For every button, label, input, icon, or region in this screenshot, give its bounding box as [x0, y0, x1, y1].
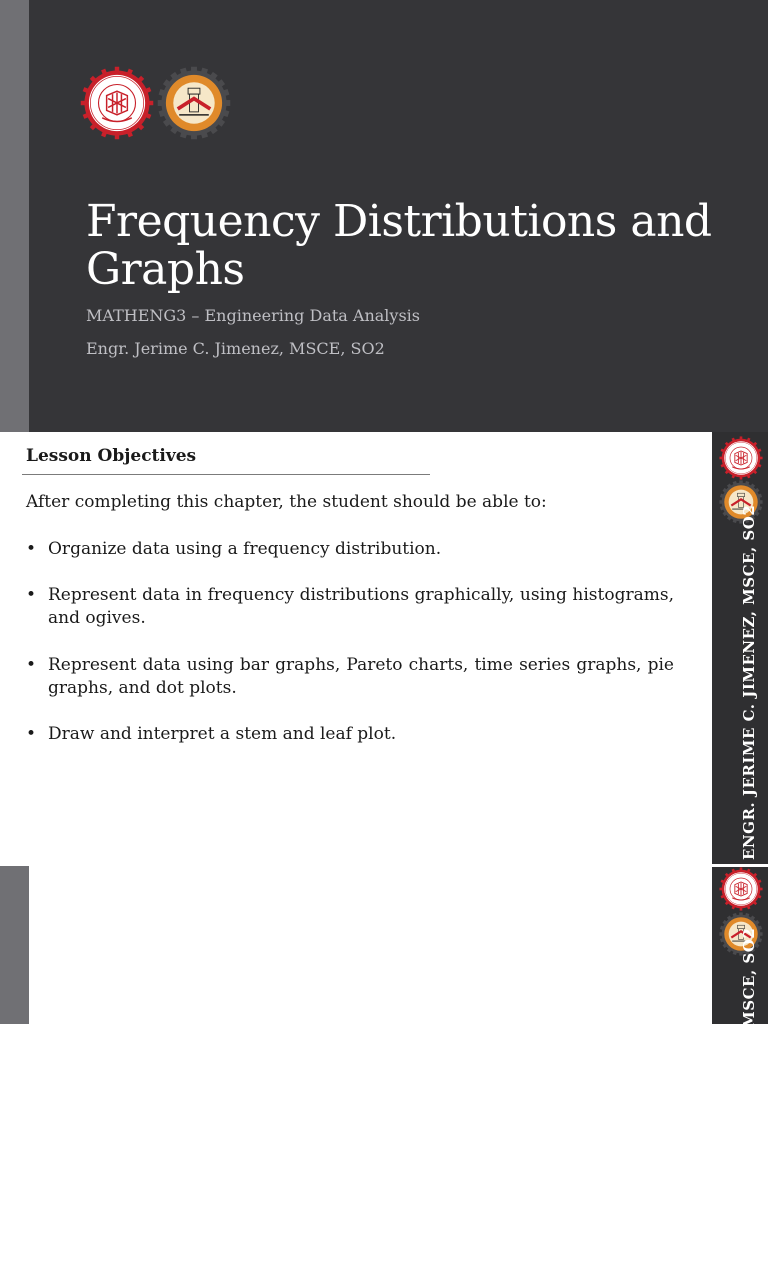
list-item	[26, 723, 674, 746]
list-item	[26, 538, 674, 561]
objectives-list	[26, 538, 674, 746]
accent-bar	[0, 866, 29, 1024]
slide-title: Frequency Distributions and Graphs	[86, 196, 712, 295]
side-author-label: ENGR. JERIME C. JIMENEZ, MSCE, SO2	[740, 504, 758, 860]
list-item-text: Draw and interpret a stem and leaf plot.	[48, 724, 397, 744]
bullet-icon: •	[26, 724, 37, 744]
author-line: Engr. Jerime C. Jimenez, MSCE, SO2	[86, 339, 385, 358]
engineering-college-seal-icon	[157, 66, 231, 140]
title-slide	[0, 0, 768, 432]
list-item-text: Organize data using a frequency distribution.	[48, 539, 442, 559]
objectives-slide	[0, 432, 768, 1283]
bullet-icon: •	[26, 655, 37, 675]
list-item-text: Represent data in frequency distributions graphically, using histograms, and ogives.	[48, 585, 674, 628]
bullet-icon: •	[26, 539, 37, 559]
course-subtitle: MATHENG3 – Engineering Data Analysis	[86, 306, 420, 325]
list-item-text: Represent data using bar graphs, Pareto charts, time series graphs, pie graphs, and dot plots.	[48, 655, 674, 698]
side-author-label: ENGR. JERIME C. JIMENEZ, MSCE, SO2	[740, 927, 758, 1283]
intro-text: After completing this chapter, the student should be able to:	[26, 492, 547, 512]
university-seal-icon	[719, 867, 763, 911]
list-item	[26, 654, 674, 700]
logo-group	[80, 66, 232, 142]
university-seal-icon	[719, 436, 763, 480]
university-seal-icon	[80, 66, 154, 140]
bullet-icon: •	[26, 585, 37, 605]
section-heading: Lesson Objectives	[26, 446, 197, 466]
list-item	[26, 584, 674, 630]
heading-underline	[22, 474, 430, 475]
accent-bar	[0, 0, 29, 432]
